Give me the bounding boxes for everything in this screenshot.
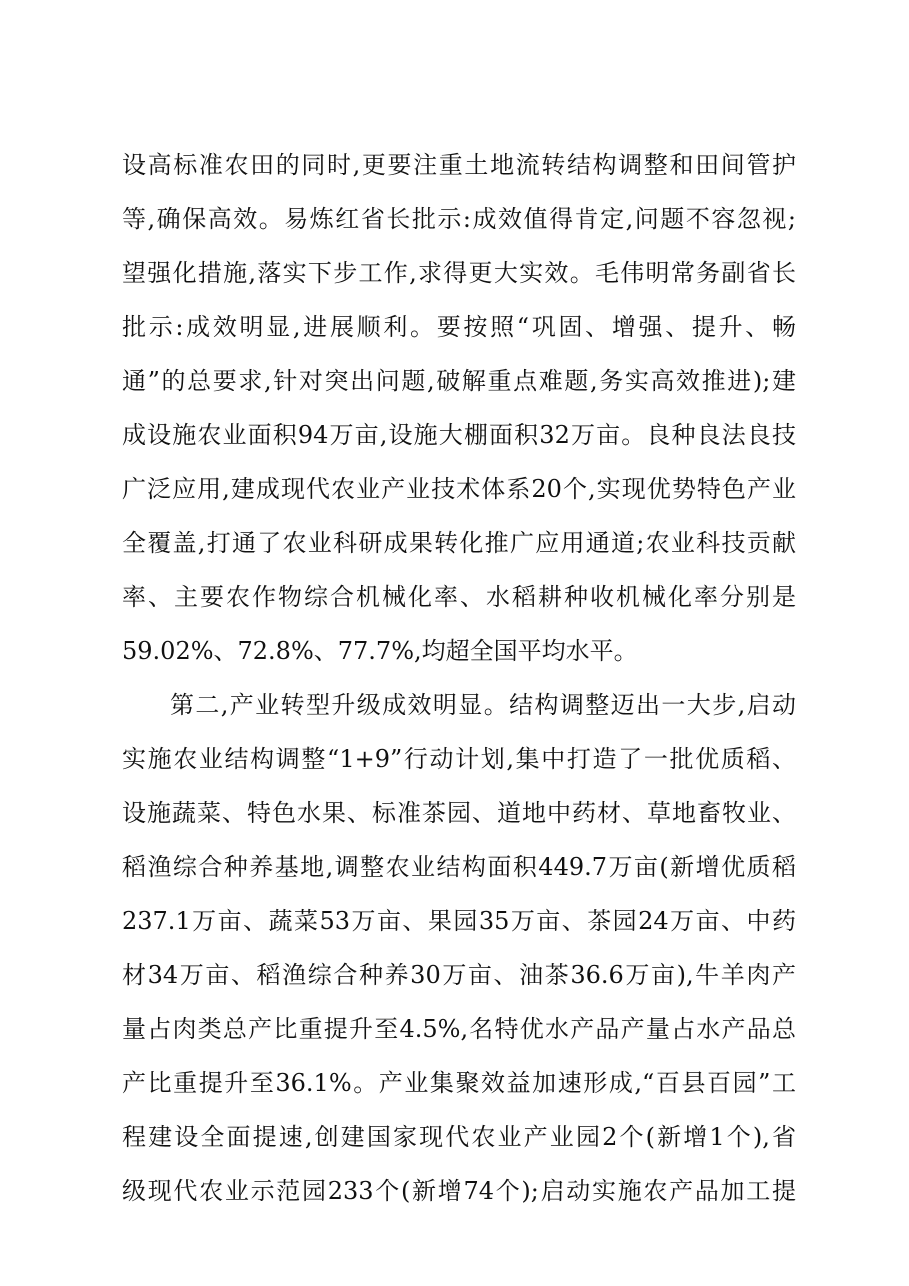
text-line: 等,确保高效。易炼红省长批示:成效值得肯定,问题不容忽视; — [122, 205, 796, 233]
text-line: 批示:成效明显,进展顺利。要按照“巩固、增强、提升、畅 — [122, 313, 796, 341]
text-line: 实施农业结构调整“1+9”行动计划,集中打造了一批优质稻、 — [122, 745, 796, 773]
paragraph-2 — [122, 678, 796, 1218]
text-line: 级现代农业示范园233个(新增74个);启动实施农产品加工提 — [122, 1177, 796, 1205]
document-body — [122, 138, 796, 1218]
text-line: 率、主要农作物综合机械化率、水稻耕种收机械化率分别是 — [122, 583, 796, 611]
text-line: 成设施农业面积94万亩,设施大棚面积32万亩。良种良法良技 — [122, 421, 796, 449]
text-line: 程建设全面提速,创建国家现代农业产业园2个(新增1个),省 — [122, 1123, 796, 1151]
text-line: 广泛应用,建成现代农业产业技术体系20个,实现优势特色产业 — [122, 475, 796, 503]
text-line: 产比重提升至36.1%。产业集聚效益加速形成,“百县百园”工 — [122, 1069, 796, 1097]
text-line: 全覆盖,打通了农业科研成果转化推广应用通道;农业科技贡献 — [122, 529, 796, 557]
text-line: 望强化措施,落实下步工作,求得更大实效。毛伟明常务副省长 — [122, 259, 796, 287]
text-line: 通”的总要求,针对突出问题,破解重点难题,务实高效推进);建 — [122, 367, 796, 395]
text-line: 材34万亩、稻渔综合种养30万亩、油茶36.6万亩),牛羊肉产 — [122, 961, 796, 989]
text-line: 59.02%、72.8%、77.7%,均超全国平均水平。 — [122, 637, 638, 665]
text-line: 设高标准农田的同时,更要注重土地流转结构调整和田间管护 — [122, 151, 796, 179]
text-line: 237.1万亩、蔬菜53万亩、果园35万亩、茶园24万亩、中药 — [122, 907, 796, 935]
paragraph-1 — [122, 138, 796, 678]
text-line: 设施蔬菜、特色水果、标准茶园、道地中药材、草地畜牧业、 — [122, 799, 796, 827]
text-line: 量占肉类总产比重提升至4.5%,名特优水产品产量占水产品总 — [122, 1015, 796, 1043]
text-line: 第二,产业转型升级成效明显。结构调整迈出一大步,启动 — [170, 691, 796, 719]
text-line: 稻渔综合种养基地,调整农业结构面积449.7万亩(新增优质稻 — [122, 853, 796, 881]
